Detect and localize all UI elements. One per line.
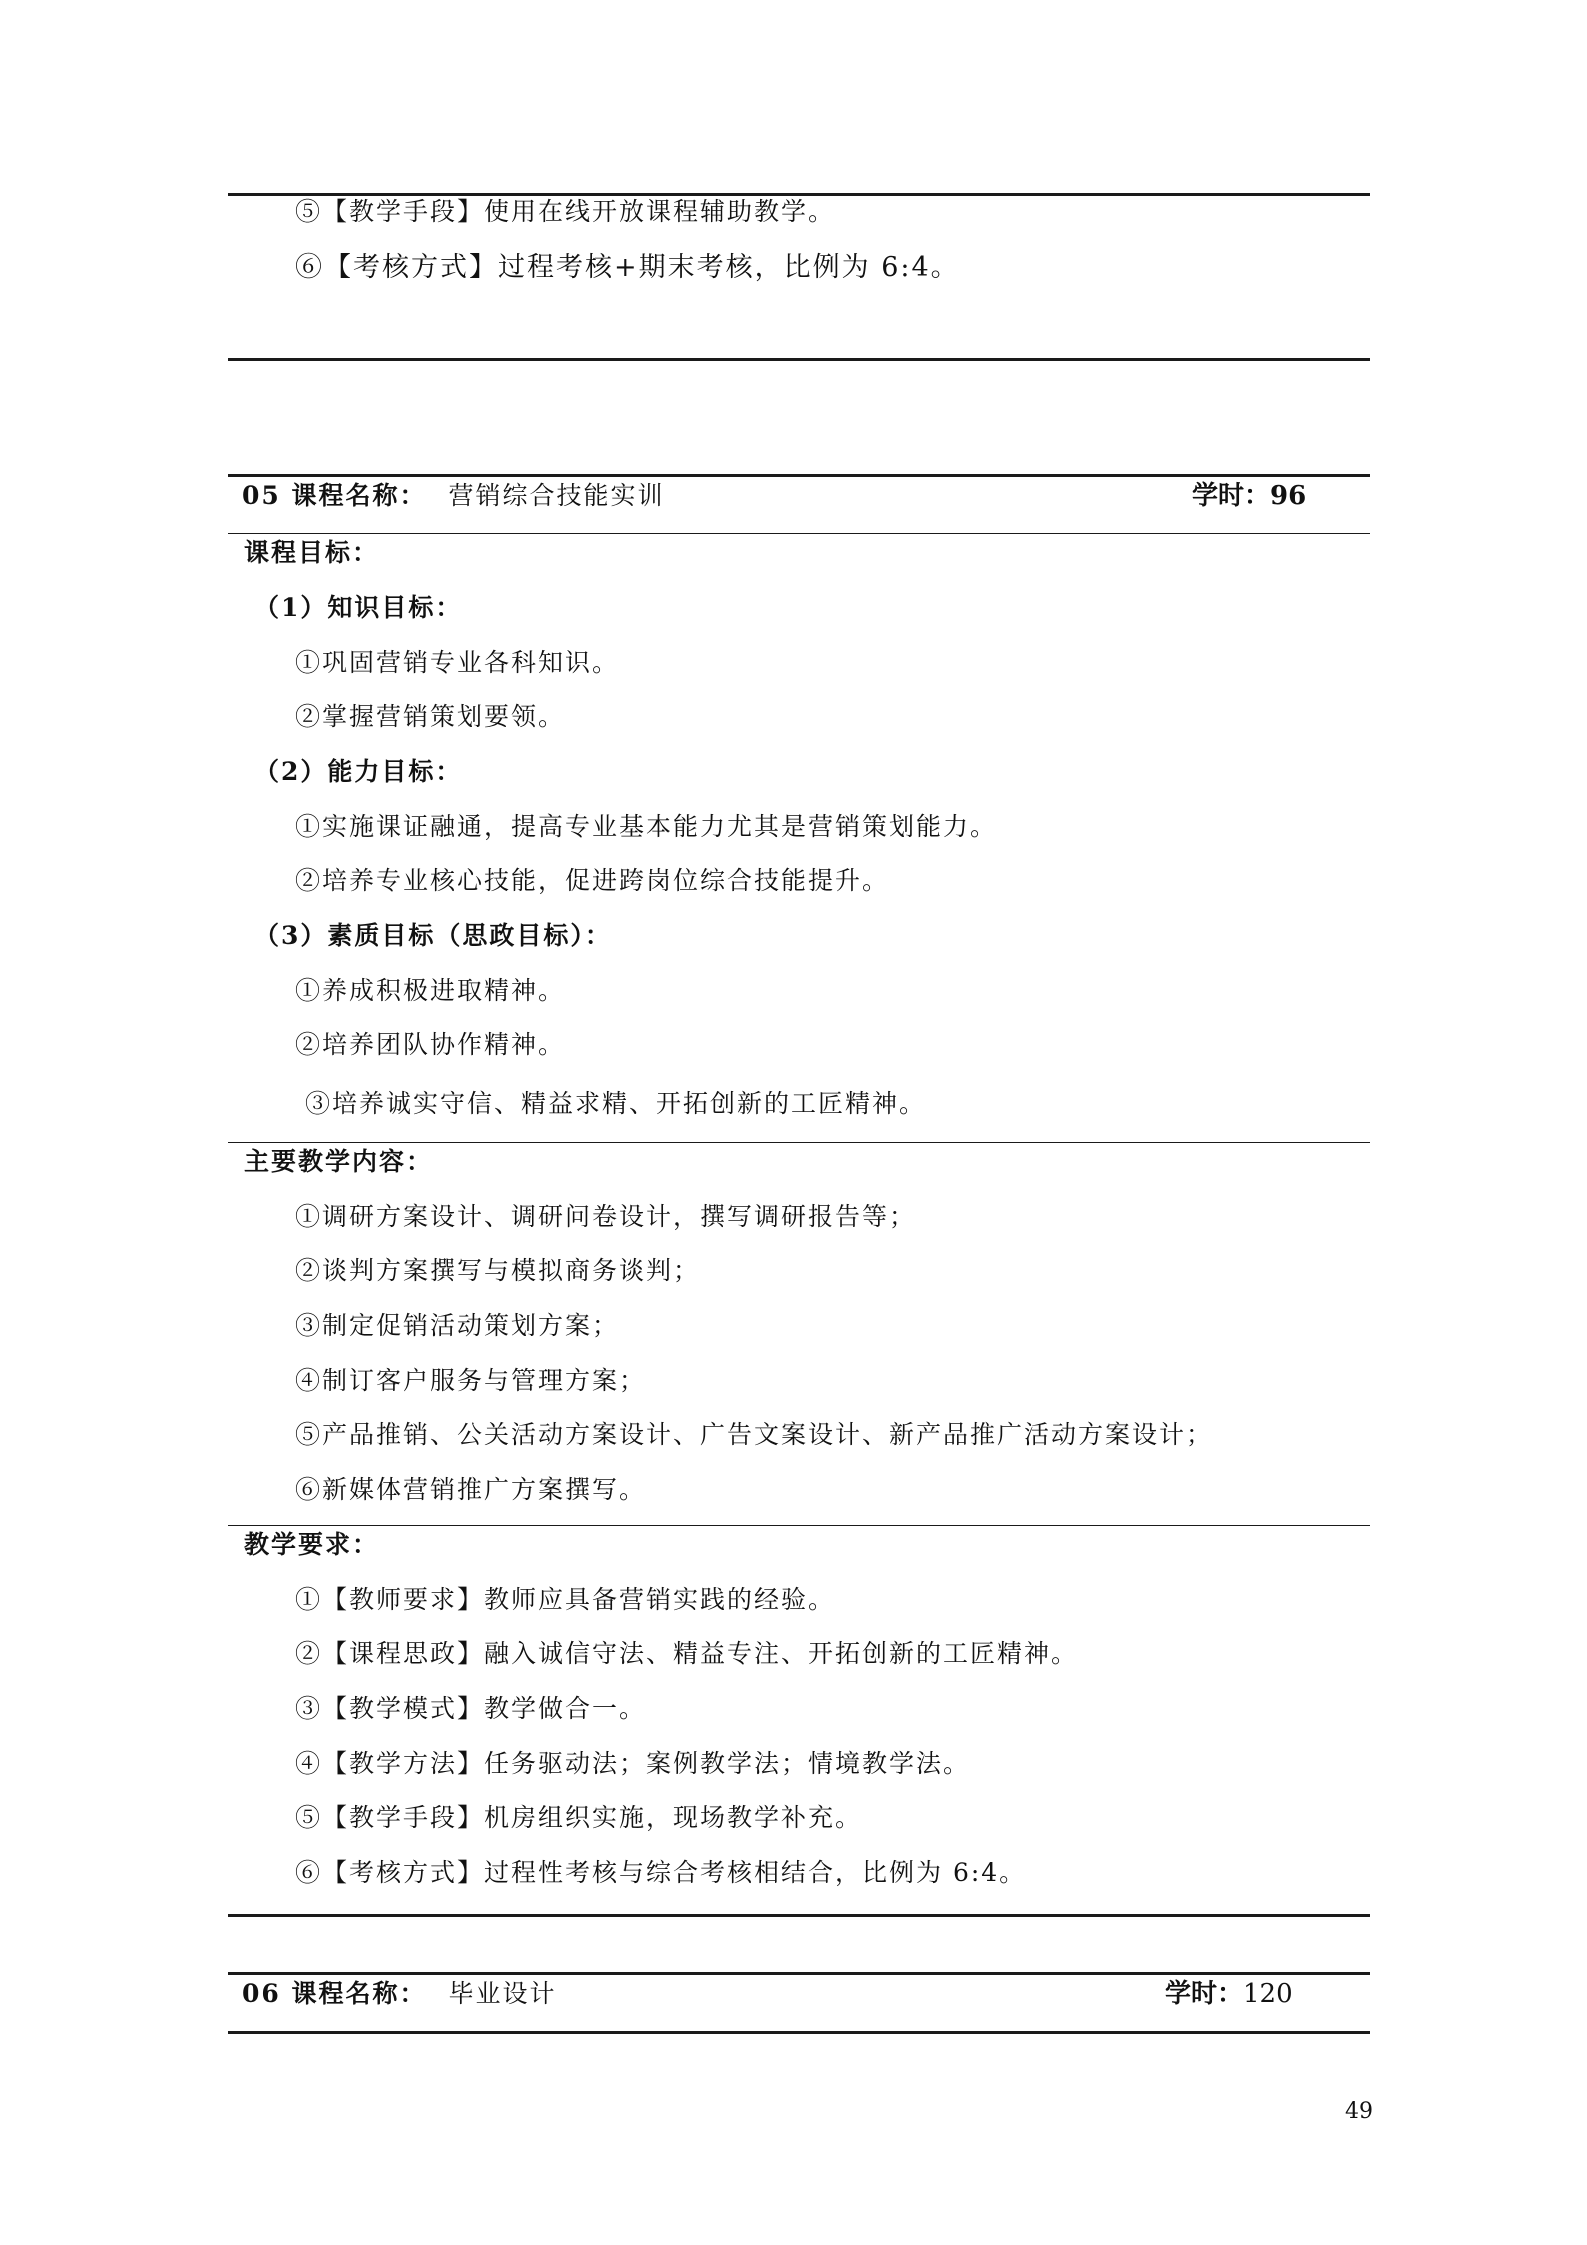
course05-name: 营销综合技能实训 bbox=[448, 481, 665, 510]
requirement-item: ⑥【考核方式】过程性考核与综合考核相结合，比例为 6:4。 bbox=[295, 1858, 1027, 1887]
requirement-item: ①【教师要求】教师应具备营销实践的经验。 bbox=[295, 1585, 836, 1614]
requirement-item: ③【教学模式】教学做合一。 bbox=[295, 1694, 647, 1723]
content-item: ②谈判方案撰写与模拟商务谈判； bbox=[295, 1256, 701, 1285]
course06-top-rule bbox=[228, 1972, 1370, 1975]
knowledge-item: ①巩固营销专业各科知识。 bbox=[295, 648, 620, 677]
course05-hours-value: 96 bbox=[1270, 481, 1307, 511]
ability-heading: （2）能力目标： bbox=[254, 757, 463, 786]
course05-hours bbox=[1192, 479, 1306, 513]
course05-top-rule bbox=[228, 474, 1370, 477]
course06-title-row bbox=[242, 1977, 557, 2011]
course05-header-rule bbox=[228, 533, 1370, 534]
course06-label: 06 课程名称： bbox=[242, 1979, 427, 2008]
content-heading: 主要教学内容： bbox=[244, 1147, 434, 1176]
requirements-heading: 教学要求： bbox=[244, 1530, 380, 1559]
quality-heading: （3）素质目标（思政目标）： bbox=[254, 921, 612, 950]
content-bottom-rule bbox=[228, 1525, 1370, 1526]
prev-item-5: ⑤【教学手段】使用在线开放课程辅助教学。 bbox=[295, 197, 836, 226]
course06-hours-value: 120 bbox=[1243, 1979, 1293, 2009]
course05-bottom-rule bbox=[228, 1914, 1370, 1917]
requirement-item: ②【课程思政】融入诚信守法、精益专注、开拓创新的工匠精神。 bbox=[295, 1639, 1079, 1668]
goals-bottom-rule bbox=[228, 1142, 1370, 1143]
ability-item: ①实施课证融通，提高专业基本能力尤其是营销策划能力。 bbox=[295, 812, 998, 841]
quality-item: ①养成积极进取精神。 bbox=[295, 976, 566, 1005]
knowledge-heading: （1）知识目标： bbox=[254, 593, 463, 622]
knowledge-item: ②掌握营销策划要领。 bbox=[295, 702, 566, 731]
requirement-item: ⑤【教学手段】机房组织实施，现场教学补充。 bbox=[295, 1803, 863, 1832]
requirement-item: ④【教学方法】任务驱动法；案例教学法；情境教学法。 bbox=[295, 1749, 971, 1778]
content-item: ①调研方案设计、调研问卷设计，撰写调研报告等； bbox=[295, 1202, 917, 1231]
quality-item: ②培养团队协作精神。 bbox=[295, 1030, 566, 1059]
course06-hours bbox=[1165, 1977, 1293, 2011]
content-item: ④制订客户服务与管理方案； bbox=[295, 1366, 647, 1395]
quality-item: ③培养诚实守信、精益求精、开拓创新的工匠精神。 bbox=[305, 1089, 927, 1118]
content-item: ③制定促销活动策划方案； bbox=[295, 1311, 620, 1340]
course06-hours-label: 学时： bbox=[1165, 1979, 1244, 2009]
course05-label: 05 课程名称： bbox=[242, 481, 427, 510]
content-item: ⑤产品推销、公关活动方案设计、广告文案设计、新产品推广活动方案设计； bbox=[295, 1420, 1214, 1449]
course05-title-row bbox=[242, 479, 665, 513]
prev-item-6: ⑥【考核方式】过程考核+期末考核，比例为 6:4。 bbox=[295, 252, 960, 283]
course06-header-rule bbox=[228, 2031, 1370, 2034]
course06-name: 毕业设计 bbox=[448, 1979, 557, 2008]
page-number: 49 bbox=[1345, 2099, 1373, 2124]
content-item: ⑥新媒体营销推广方案撰写。 bbox=[295, 1475, 647, 1504]
prev-table-bottom-rule bbox=[228, 358, 1370, 361]
course05-hours-label: 学时： bbox=[1192, 481, 1271, 511]
goals-heading: 课程目标： bbox=[244, 538, 380, 567]
ability-item: ②培养专业核心技能，促进跨岗位综合技能提升。 bbox=[295, 866, 890, 895]
